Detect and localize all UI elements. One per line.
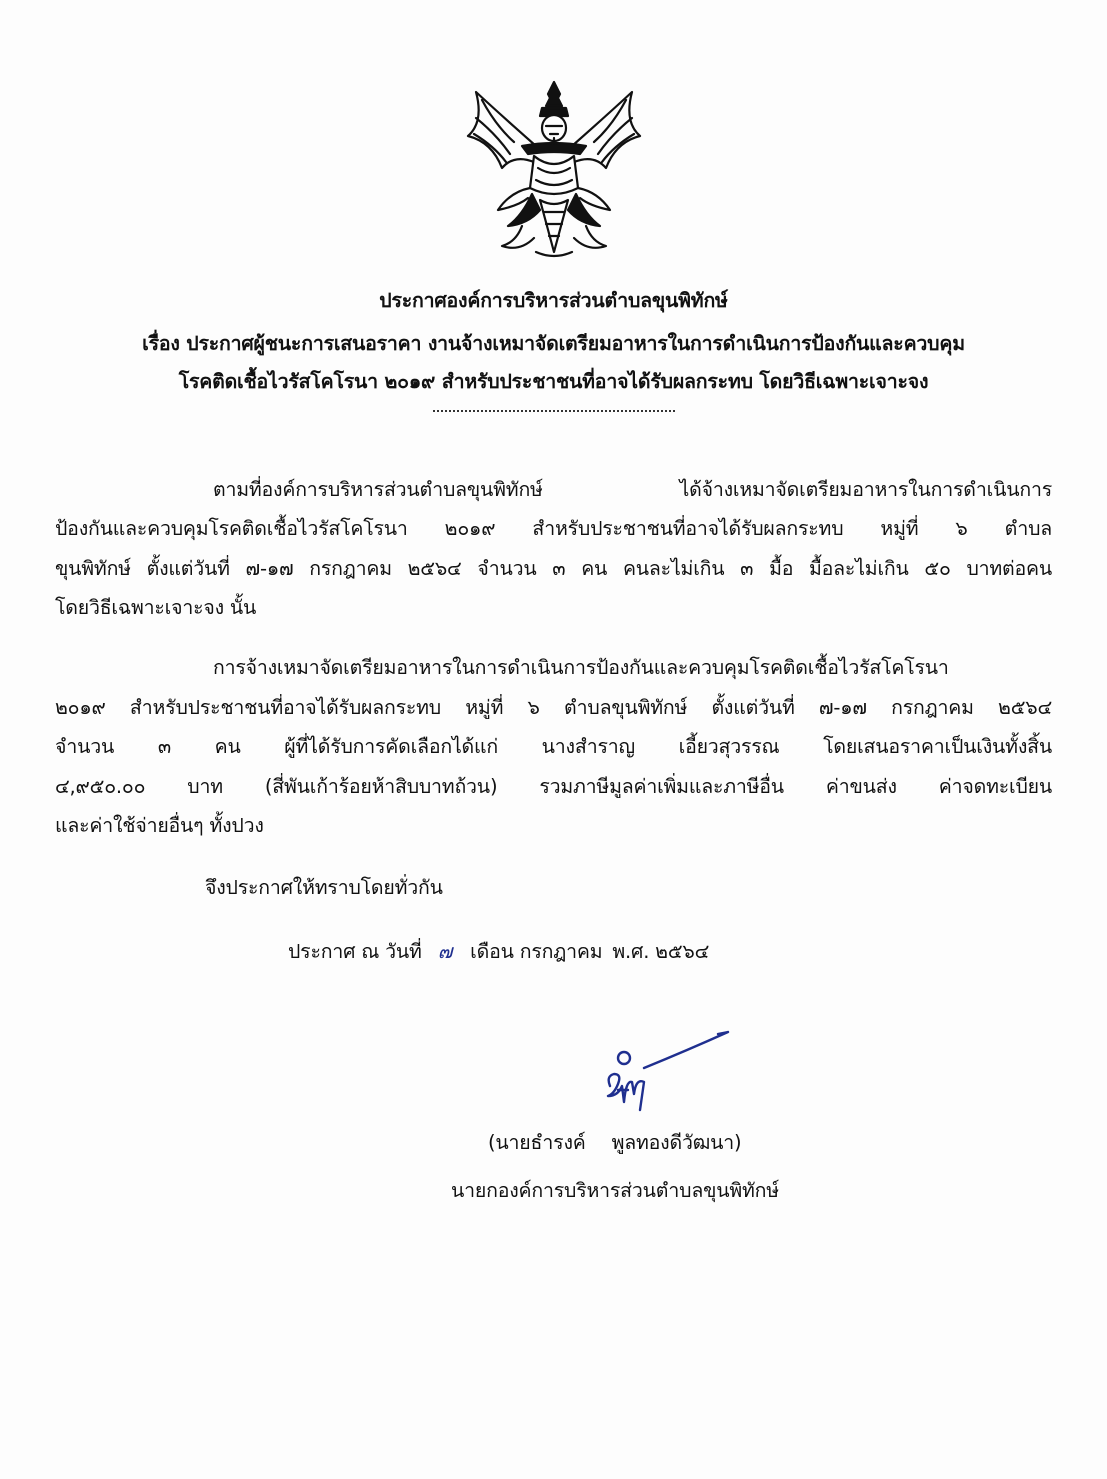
announcement-subject-line1: เรื่อง ประกาศผู้ชนะการเสนอราคา งานจ้างเหมาจัดเตรียมอาหารในการดำเนินการป้องกันและควบคุม <box>142 332 965 355</box>
paragraph2-line1: การจ้างเหมาจัดเตรียมอาหารในการดำเนินการป้องกันและควบคุมโรคติดเชื้อไวรัสโคโรนา <box>213 656 949 679</box>
signatory-position: นายกองค์การบริหารส่วนตำบลขุนพิทักษ์ <box>451 1179 779 1202</box>
handwritten-signature-icon <box>592 1024 742 1124</box>
announcement-title: ประกาศองค์การบริหารส่วนตำบลขุนพิทักษ์ <box>379 289 728 312</box>
paragraph2-line5: และค่าใช้จ่ายอื่นๆ ทั้งปวง <box>55 814 264 837</box>
announcement-date <box>288 936 709 967</box>
closing-statement: จึงประกาศให้ทราบโดยทั่วกัน <box>205 876 443 899</box>
paragraph1-line3: ขุนพิทักษ์ ตั้งแต่วันที่ ๗-๑๗ กรกฎาคม ๒๕๖๔ จำนวน ๓ คน คนละไม่เกิน ๓ มื้อ มื้อละไม่เกิน ๕๐ บาทต่อคน <box>55 557 1052 580</box>
date-month: เดือน กรกฎาคม <box>470 940 603 963</box>
announcement-subject-line2: โรคติดเชื้อไวรัสโคโรนา ๒๐๑๙ สำหรับประชาชนที่อาจได้รับผลกระทบ โดยวิธีเฉพาะเจาะจง <box>178 370 929 393</box>
date-prefix: ประกาศ ณ วันที่ <box>288 940 422 963</box>
signatory-last-name: พูลทองดีวัฒนา) <box>611 1131 742 1154</box>
paragraph2-line4: ๔,๙๕๐.๐๐ บาท (สี่พันเก้าร้อยห้าสิบบาทถ้วน) รวมภาษีมูลค่าเพิ่มและภาษีอื่น ค่าขนส่ง ค่าจดทะเบียน <box>55 775 1052 798</box>
paragraph1-line4: โดยวิธีเฉพาะเจาะจง นั้น <box>55 596 257 619</box>
paragraph2-line3: จำนวน ๓ คน ผู้ที่ได้รับการคัดเลือกได้แก่ นางสำราญ เอี้ยวสุวรรณ โดยเสนอราคาเป็นเงินทั้งสิ้น <box>55 735 1052 758</box>
dotted-divider <box>433 410 675 412</box>
garuda-emblem-icon <box>462 76 646 262</box>
date-year: พ.ศ. ๒๕๖๔ <box>612 940 710 963</box>
signatory-name <box>488 1127 741 1158</box>
paragraph2-line2: ๒๐๑๙ สำหรับประชาชนที่อาจได้รับผลกระทบ หมู่ที่ ๖ ตำบลขุนพิทักษ์ ตั้งแต่วันที่ ๗-๑๗ กรกฎาคม ๒๕๖๔ <box>55 696 1052 719</box>
paragraph1-line2: ป้องกันและควบคุมโรคติดเชื้อไวรัสโคโรนา ๒๐๑๙ สำหรับประชาชนที่อาจได้รับผลกระทบ หมู่ที่ ๖ ตำบล <box>55 517 1052 540</box>
paragraph1-line1: ตามที่องค์การบริหารส่วนตำบลขุนพิทักษ์ ได้จ้างเหมาจัดเตรียมอาหารในการดำเนินการ <box>213 478 1052 501</box>
date-day: ๗ <box>437 940 453 963</box>
signatory-first-name: (นายธำรงค์ <box>488 1131 586 1154</box>
